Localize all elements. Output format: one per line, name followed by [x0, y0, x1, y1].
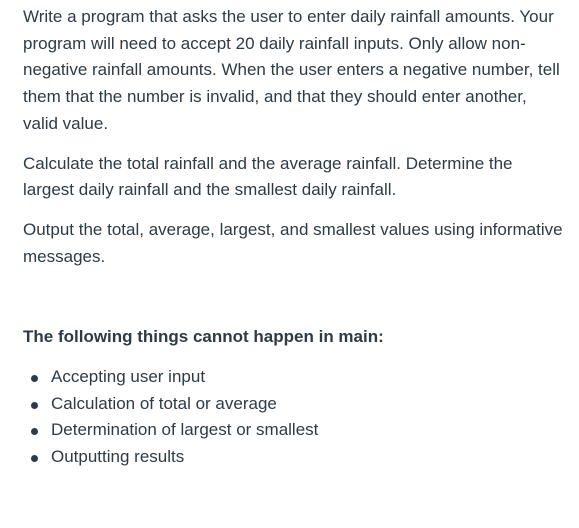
list-item: Determination of largest or smallest	[51, 417, 563, 444]
list-item: Accepting user input	[51, 364, 563, 391]
paragraph-calculations: Calculate the total rainfall and the average rainfall. Determine the largest daily rainfall and the smallest daily rainfall.	[23, 153, 513, 200]
list-item: Calculation of total or average	[51, 391, 563, 418]
paragraph-output: Output the total, average, largest, and smallest values using informative messages.	[23, 219, 563, 266]
restrictions-list	[23, 364, 563, 471]
paragraph-instructions: Write a program that asks the user to enter daily rainfall amounts. Your program will need to accept 20 daily rainfall inputs. Only allow non-negative rainfall amounts. When the user enters a negative number, tell them that the number is invalid, and that they should enter another, valid value.	[23, 7, 560, 133]
list-item: Outputting results	[51, 444, 563, 471]
restrictions-heading: The following things cannot happen in main:	[23, 327, 384, 347]
assignment-content	[23, 4, 563, 471]
